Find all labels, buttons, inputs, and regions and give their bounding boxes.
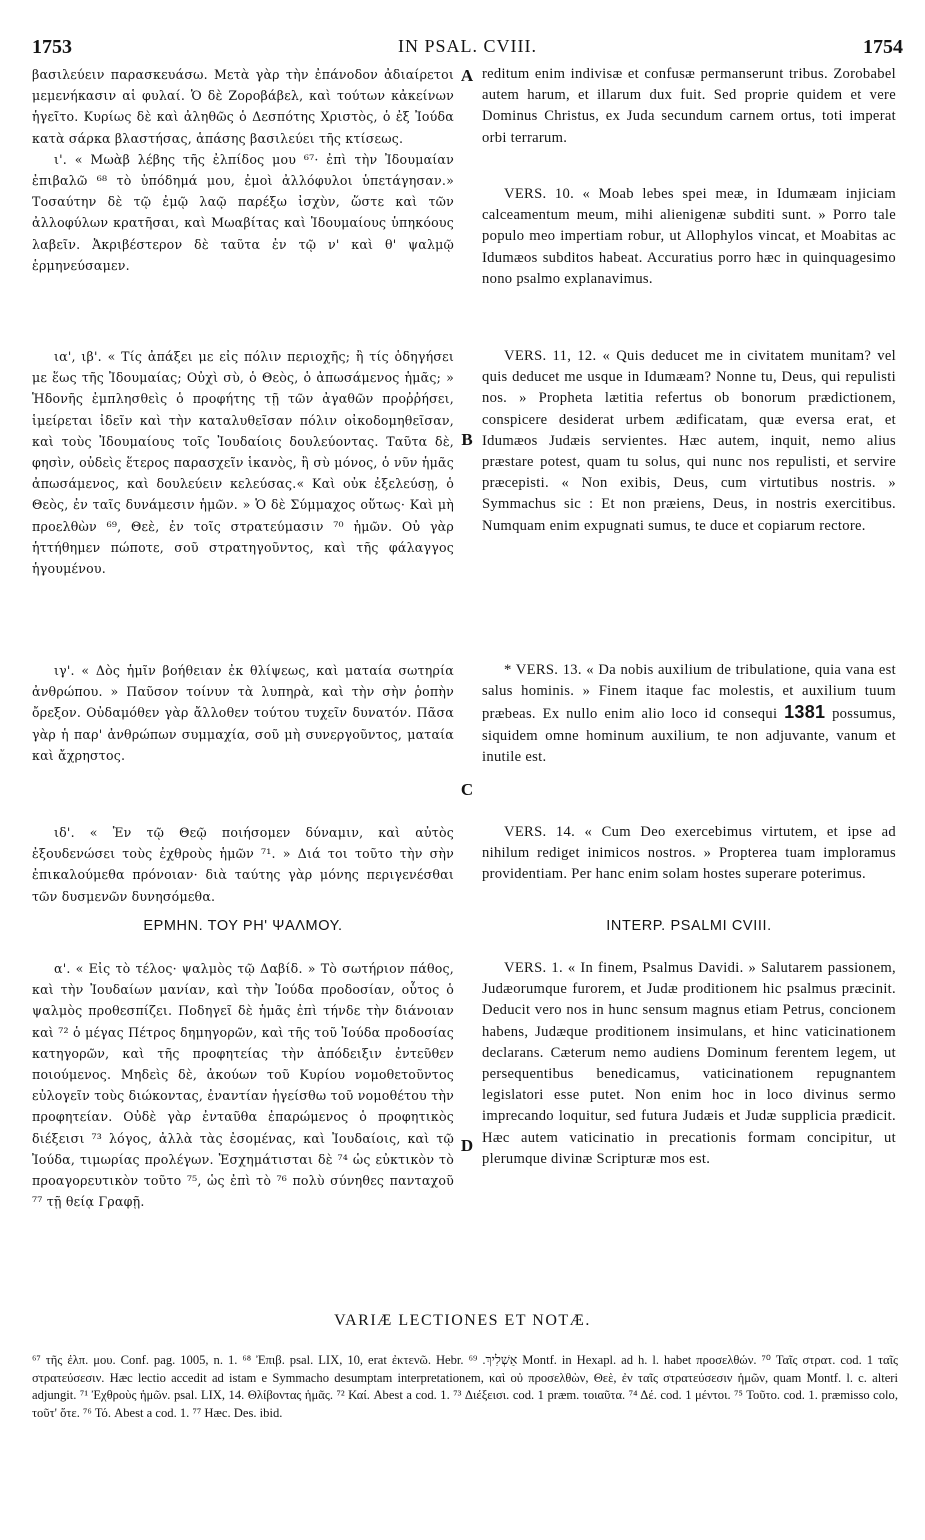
latin-column-top-5 [482, 822, 896, 886]
margin-letter-d: D [460, 1136, 474, 1155]
greek-column-top [32, 64, 454, 276]
running-title: IN PSAL. CVIII. [398, 36, 537, 56]
margin-letter-c: C [460, 780, 474, 799]
latin-section-title: INTERP. PSALMI CVIII. [606, 918, 772, 934]
notes-title: VARIÆ LECTIONES ET NOTÆ. [334, 1312, 591, 1329]
latin-paragraph: VERS. 11, 12. « Quis deducet me in civitatem munitam? vel quis deducet me usque in Idumæam? Nonne tu, Deus, qui repulisti nos. » Propheta lætitia refertus ob bonorum prædictionem, conspicere desiderat urbem ædificatam, quæ eversa erat, et Idumæos Judæis servientes. Hæc autem, inquit, nemo alius præstare potest, quam tu solus, qui nunc nos repulisti, et servire præcepisti. « Non exibis, Deus, cum virtutibus nostris. » Symmachus sic : Et non præiens, Deus, in nostris exercitibus. Numquam enim expugnati sumus, te duce et copiarum rectore. [482, 348, 896, 534]
latin-paragraph: VERS. 14. « Cum Deo exercebimus virtutem, et ipse ad nihilum rediget inimicos nostros. » Propterea tuam imploramus providentiam. Per hanc enim solam hostes superare poterimus. [482, 824, 896, 883]
greek-column-top-3 [32, 660, 454, 766]
latin-column-top [482, 64, 896, 149]
running-header [32, 36, 903, 60]
latin-column-bottom [482, 958, 896, 1170]
greek-column-top-4 [32, 822, 454, 907]
latin-paragraph [482, 660, 896, 768]
latin-text: possumus, siquidem omne hominum auxilium, te non adjuvante, vanum et inutile est. [482, 706, 896, 765]
greek-paragraph: α'. « Εἰς τὸ τέλος· ψαλμὸς τῷ Δαβίδ. » Τὸ σωτήριον πάθος, καὶ τὴν Ἰουδαίων μανίαν, καὶ τὴν Ἰούδα προδοσίαν, οὗτος ὁ ψαλμὸς προθεσπίζει. Ποδηγεῖ δὲ ἡμᾶς ἐπὶ τήνδε τὴν διάνοιαν καὶ ⁷² ὁ μέγας Πέτρος δημηγορῶν, καὶ τῆς τοῦ Ἰούδα προδοσίας κατηγορῶν, καὶ τῆς προφητείας τὴν ἀπόδειξιν ἐντεῦθεν ποιούμενος. Μηδεὶς δὲ, ἀκούων τοῦ Κυρίου νομοθετοῦντος εὐλογεῖν τοὺς διώκοντας, ἐναντίαν ἡγείσθω τοῦ νομοθέτου τὴν προφητείαν. Οὐδὲ γὰρ ἐνταῦθα ἐπαρώμενος ὁ προφητικὸς διέξεισι ⁷³ λόγος, ἀλλὰ τὰς ἐσομένας, καὶ Ἰουδαίοις, καὶ τῷ Ἰούδα, τιμωρίας προλέγων. Ἐσχημάτισται δὲ ⁷⁴ ὡς εὐκτικὸν τὸ προαγορευτικὸν τοῦτο ⁷⁵, ὡς ἐπὶ τὸ ⁷⁶ πολὺ σύνηθες πανταχοῦ ⁷⁷ τῇ θείᾳ Γραφῇ. [32, 961, 454, 1210]
page-number-left: 1753 [32, 36, 72, 58]
greek-paragraph: ι'. « Μωὰβ λέβης τῆς ἐλπίδος μου ⁶⁷· ἐπὶ τὴν Ἰδουμαίαν ἐπιβαλῶ ⁶⁸ τὸ ὑπόδημά μου, ἐμοὶ ἀλλόφυλοι ὑπετάγησαν.» Τοσαύτην δὲ τῷ ἐμῷ λαῷ παρέξω ἰσχὺν, ὥστε καὶ τῶν ἀλλοφύλων κρατῆσαι, καὶ Μωαβίτας καὶ Ἰδουμαίους ὑπηκόους λαβεῖν. Ἀκριβέστερον δὲ ταῦτα ἐν τῷ ν' καὶ θ' ψαλμῷ ἑρμηνεύσαμεν. [32, 151, 454, 273]
margin-letter-a: A [460, 66, 474, 85]
latin-paragraph: VERS. 1. « In finem, Psalmus Davidi. » Salutarem passionem, Judæorumque furorem, et Judæ proditionem hic psalmus præcinit. Deducit vero nos in hunc sensum magnus etiam Petrus, concionem habens, Judæque proditionem insimulans, et hinc vaticinationem declarans. Cæterum nemo audiens Dominum ferentem legem, ut persequentibus benedicamus, vaticinationem repugnantem legislatori esse putet. Non enim hoc in loco divinus sermo imprecando loquitur, sed futura Judæis et Judæ supplicia prædicit. Hæc autem vaticinatio in precationis formam concipitur, ut plerumque divinæ Scripturæ mos est. [482, 960, 896, 1167]
latin-column-top-3 [482, 346, 896, 537]
greek-paragraph: ιδ'. « Ἐν τῷ Θεῷ ποιήσομεν δύναμιν, καὶ αὐτὸς ἐξουδενώσει τοὺς ἐχθροὺς ἡμῶν ⁷¹. » Διά τοι τοῦτο τὴν σὴν ἐπικαλούμεθα πρόνοιαν· διὰ ταύτης γὰρ μόνης περιγενέσθαι τῶν δυσμενῶν δυνησόμεθα. [32, 825, 454, 904]
greek-column-top-2 [32, 346, 454, 579]
margin-letter-b: B [461, 430, 473, 449]
latin-column-top-4 [482, 660, 896, 768]
latin-paragraph: VERS. 10. « Moab lebes spei meæ, in Idumæam injiciam calceamentum meum, mihi alienigenæ subditi sunt. » Porro tale populo meo impertiam robur, ut Allophylos vincat, et Moabitas ac Idumæos subditos habeat. Accuratius porro hæc in quinquagesimo nono psalmo explanavimus. [482, 186, 896, 287]
column-number: 1381 [784, 702, 826, 723]
latin-text: * VERS. 13. « Da nobis auxilium de tribulatione, quia vana est salus hominis. » Finem itaque fac molestis, et auxilium tuum præbeas. Ex nullo enim alio loco id consequi [482, 662, 896, 723]
greek-section-title: ΕΡΜΗΝ. ΤΟΥ ΡΗ' ΨΑΛΜΟΥ. [143, 918, 343, 934]
latin-column-top-2 [482, 184, 896, 290]
footnotes: ⁶⁷ τῆς ἐλπ. μου. Conf. pag. 1005, n. 1. ⁶⁸ Ἐπιβ. psal. LIX, 10, erat ἐκτενῶ. Hebr. אַשְׁלִיךְ. ⁶⁹ Montf. in Hexapl. ad h. l. habet προσελθών. ⁷⁰ Ταῖς στρατ. cod. 1 ταῖς στρατεύσεσιν. Hæc lectio accedit ad istam e Symmacho desumptam interpretationem, καὶ οὐ προσελθὼν, Θεὲ, ἐν ταῖς στρατεύσεσιν ἡμῶν, quam Montf. l. c. alteri adjungit. ⁷¹ Ἐχθροὺς ἡμῶν. psal. LIX, 14. Θλίβοντας ἡμᾶς. ⁷² Καί. Abest a cod. 1. ⁷³ Διέξεισι. cod. 1 præm. τοιαῦτα. ⁷⁴ Δέ. cod. 1 μέντοι. ⁷⁵ Τοῦτο. cod. 1. præmisso colo, τοῦτ' ὅτε. ⁷⁶ Τό. Abest a cod. 1. ⁷⁷ Hæc. Des. ibid. [32, 1353, 898, 1420]
page-number-right: 1754 [863, 36, 903, 58]
greek-column-bottom [32, 958, 454, 1212]
greek-paragraph: ιγ'. « Δὸς ἡμῖν βοήθειαν ἐκ θλίψεως, καὶ ματαία σωτηρία ἀνθρώπου. » Παῦσον τοίνυν τὰ λυπηρὰ, καὶ τὴν σὴν ῥοπὴν ὄρεξον. Οὐδαμόθεν γὰρ ἄλλοθεν τούτου τυχεῖν δυνατόν. Πᾶσα γὰρ ἡ παρ' ἀνθρώπων συμμαχία, σοῦ μὴ συνεργοῦντος, ματαία καὶ ἄχρηστος. [32, 663, 454, 763]
greek-paragraph: ια', ιβ'. « Τίς ἀπάξει με εἰς πόλιν περιοχῆς; ἢ τίς ὁδηγήσει με ἕως τῆς Ἰδουμαίας; Οὐχὶ σὺ, ὁ Θεὸς, ὁ ἀπωσάμενος ἡμᾶς; » Ἡδονῆς ἐμπλησθεὶς ὁ προφήτης τῇ τῶν ἀγαθῶν προῤῥήσει, ἱμείρεται ἰδεῖν καὶ τὴν καταλυθεῖσαν πόλιν οἰκοδομηθεῖσαν, καὶ τοὺς Ἰδουμαίους τοῖς Ἰουδαίοις δουλεύοντας. Ταῦτα δὲ, φησὶν, οὐδεὶς ἕτερος παρασχεῖν ἱκανὸς, ἢ σὺ μόνος, ὁ νῦν ἡμᾶς ἀπωσάμενος, καὶ δουλεύειν κελεύσας.« Καὶ οὐκ ἐξελεύσῃ, ὁ Θεὸς, ἐν ταῖς δυνάμεσιν ἡμῶν. » Ὁ δὲ Σύμμαχος οὕτως· Καὶ μὴ προελθὼν ⁶⁹, Θεὲ, ἐν τοῖς στρατεύμασιν ⁷⁰ ἡμῶν. Οὐ γὰρ ἡττήθημεν πώποτε, σοῦ στρατηγοῦντος, καὶ τῆς φάλαγγος ἡγουμένου. [32, 349, 454, 577]
greek-paragraph: βασιλεύειν παρασκευάσω. Μετὰ γὰρ τὴν ἐπάνοδον ἀδιαίρετοι μεμενήκασιν αἱ φυλαί. Ὁ δὲ Ζοροβάβελ, καὶ τούτων κἀκείνων ἡγεῖτο. Κυρίως δὲ καὶ ἀληθῶς ὁ Δεσπότης Χριστὸς, ὁ ἐξ Ἰούδα κατὰ σάρκα βλαστήσας, ἁπάσης βασιλεύει τῆς κτίσεως. [32, 67, 454, 146]
latin-paragraph: reditum enim indivisæ et confusæ permanserunt tribus. Zorobabel autem harum, et illarum dux fuit. Sed proprie quidem et vere Dominus Christus, ex Juda secundum carnem ortus, toti imperat orbi terrarum. [482, 66, 896, 146]
